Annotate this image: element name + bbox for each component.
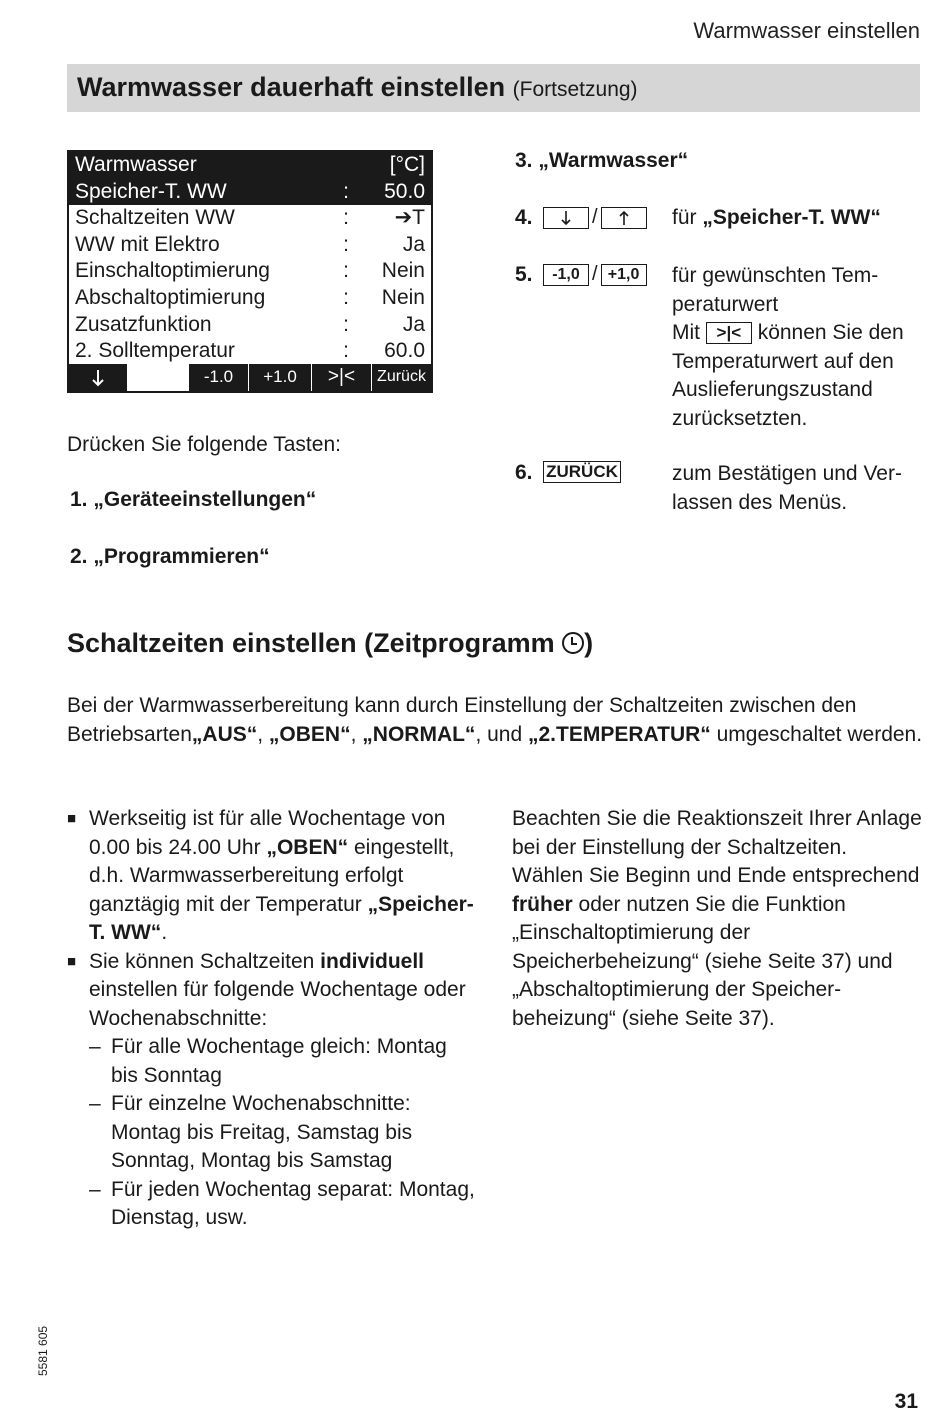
step-text-reset <box>672 319 932 348</box>
key-separator: / <box>592 263 598 285</box>
step-text: „Geräteeinstellungen“ <box>93 488 317 511</box>
key-minus: -1,0 <box>543 264 589 286</box>
mode-normal: „NORMAL“ <box>362 722 476 746</box>
dash-item: – Für jeden Wochentag separat: Montag, Dienstag, usw. <box>89 1176 479 1233</box>
lcd-row-sep: : <box>343 206 349 230</box>
mode-oben: „OBEN“ <box>268 722 351 746</box>
lcd-display <box>67 150 433 393</box>
lcd-row-sep: : <box>343 339 349 363</box>
lcd-row-sep: : <box>343 179 349 203</box>
step-text: peraturwert <box>672 292 779 316</box>
bullet-text: Sie können Schaltzeiten <box>89 949 321 973</box>
step-6-keys <box>543 461 621 483</box>
dash-item: – Für einzelne Wochenabschnitte: Montag bis Freitag, Samstag bis Sonntag, Montag bis Samstag <box>89 1090 479 1176</box>
step-5-number: 5. <box>515 263 533 286</box>
lcd-row-label: WW mit Elektro <box>75 232 220 256</box>
step-text: für gewünschten Tem- <box>672 264 879 287</box>
lcd-row-value: Ja <box>402 312 425 336</box>
step-number: 1. <box>70 488 88 511</box>
page-number: 31 <box>894 1390 918 1413</box>
page-title-sub: (Fortsetzung) <box>512 78 638 101</box>
softkey-empty <box>127 364 189 391</box>
lcd-row-einschaltoptimierung[interactable] <box>69 258 431 285</box>
step-5-keys <box>543 263 647 286</box>
step-text: zum Bestätigen und Ver- <box>672 462 902 485</box>
softkey-zurueck[interactable]: Zurück <box>371 364 431 391</box>
step-4-number: 4. <box>515 206 533 229</box>
section-heading-text: Schaltzeiten einstellen (Zeitprogramm <box>67 628 555 658</box>
running-header: Warmwasser einstellen <box>693 18 920 43</box>
page-title-main: Warmwasser dauerhaft einstellen <box>77 72 506 102</box>
intro-text: Drücken Sie folgende Tasten: <box>67 433 341 456</box>
lcd-row-abschaltoptimierung[interactable] <box>69 285 431 312</box>
clock-icon <box>562 632 584 654</box>
lcd-row-label: Abschaltoptimierung <box>75 285 266 309</box>
lcd-row-zusatzfunktion[interactable] <box>69 312 431 339</box>
key-zurueck: ZURÜCK <box>543 461 621 483</box>
step-text: können Sie den <box>757 321 904 344</box>
bullet-text-bold: „OBEN“ <box>266 835 349 859</box>
bullet-text: eingestellt, d.h. Warmwasserbereitung erfolgt ganztägig mit der Temperatur <box>89 835 455 916</box>
step-5-text <box>672 262 932 433</box>
step-4-keys <box>543 206 647 229</box>
lcd-row-solltemperatur[interactable] <box>69 338 431 365</box>
lcd-row-label: 2. Solltemperatur <box>75 339 235 363</box>
lcd-row-label: Zusatzfunktion <box>75 312 212 336</box>
bullet-item <box>67 948 479 1233</box>
bullet-text-bold: „Speicher-T. WW“ <box>89 892 474 944</box>
section-intro <box>67 692 925 749</box>
section-intro-text: , <box>350 722 363 746</box>
step-4-text <box>672 206 881 230</box>
step-3 <box>515 149 688 173</box>
lcd-row-speicher-t[interactable] <box>69 179 431 206</box>
bullet-text-bold: individuell <box>320 949 424 973</box>
key-reset: >|< <box>706 322 752 344</box>
lcd-row-sep: : <box>343 232 349 256</box>
softkey-minus[interactable]: -1.0 <box>203 367 234 387</box>
lcd-softkey-bar <box>69 364 431 391</box>
softkey-down[interactable] <box>69 364 127 391</box>
bullet-text: Werkseitig ist für alle Wochentage von 0.00 bis 24.00 Uhr <box>89 807 446 859</box>
section-intro-text: , und <box>475 722 528 746</box>
step-text-bold: „Speicher-T. WW“ <box>702 206 881 229</box>
key-down <box>543 207 589 229</box>
lcd-heading-label: Warmwasser <box>75 153 197 176</box>
lcd-row-sep: : <box>343 259 349 283</box>
step-text: zurücksetzten. <box>672 406 808 430</box>
step-6-number: 6. <box>515 461 533 484</box>
lcd-row-value: Nein <box>381 259 425 283</box>
step-text: für <box>672 206 703 229</box>
step-text: Temperaturwert auf den <box>672 349 894 373</box>
key-plus: +1,0 <box>601 264 647 286</box>
lcd-heading-unit: [°C] <box>389 153 425 176</box>
lcd-row-value: 60.0 <box>384 339 425 363</box>
section-intro-text: Bei der Warmwasserbereitung kann durch Einstellung der Schaltzeiten zwischen den Betriebsarten <box>67 694 857 746</box>
section-intro-text: , <box>257 722 269 746</box>
lcd-row-sep: : <box>343 312 349 336</box>
step-number: 3. <box>515 149 533 172</box>
key-up <box>601 207 647 229</box>
section-heading <box>67 628 593 659</box>
dash-item: – Für alle Wochentage gleich: Montag bis Sonntag <box>89 1033 479 1090</box>
bullet-item <box>67 805 479 948</box>
step-1 <box>70 488 316 512</box>
step-text: „Programmieren“ <box>93 545 270 568</box>
softkey-plus[interactable]: +1.0 <box>248 364 311 391</box>
step-2 <box>70 545 270 569</box>
bullet-text: . <box>161 921 168 944</box>
lcd-row-label: Schaltzeiten WW <box>75 206 235 230</box>
softkey-reset[interactable]: >|< <box>311 364 371 391</box>
section-heading-close: ) <box>584 628 594 658</box>
arrow-down-icon <box>91 369 105 387</box>
mode-aus: „AUS“ <box>191 722 258 746</box>
step-text: lassen des Menüs. <box>672 490 848 514</box>
note-text-part: oder nutzen Sie die Funktion „Einschaltoptimierung der Speicherbeheizung“ (siehe Seite 37) und „Abschaltoptimierung der Speicherbeheizung“ (siehe Seite 37). <box>512 892 893 1030</box>
lcd-row-sep: : <box>343 285 349 309</box>
arrow-down-icon <box>560 210 572 226</box>
step-text: Auslieferungszustand <box>672 378 873 401</box>
lcd-heading <box>69 152 431 179</box>
lcd-row-label: Einschaltoptimierung <box>75 259 270 283</box>
lcd-row-label: Speicher-T. WW <box>75 179 227 203</box>
note-text <box>512 805 922 1033</box>
lcd-row-value: Ja <box>402 232 425 256</box>
lcd-row-value: ➔T <box>394 206 425 230</box>
note-text-part: Beachten Sie die Reaktionszeit Ihrer Anlage bei der Einstellung der Schaltzeiten. Wählen Sie Beginn und Ende entsprechend <box>512 807 922 887</box>
lcd-row-schaltzeiten[interactable] <box>69 205 431 232</box>
bullet-text: einstellen für folgende Wochentage oder Wochenabschnitte: <box>89 978 466 1030</box>
step-6-text <box>672 460 932 517</box>
step-number: 2. <box>70 545 88 568</box>
mode-2-temperatur: „2.TEMPERATUR“ <box>527 722 711 746</box>
step-text: „Warmwasser“ <box>538 149 689 172</box>
arrow-up-icon <box>618 210 630 226</box>
step-text: Mit <box>672 321 700 344</box>
note-text-bold: früher <box>512 892 573 916</box>
lcd-row-value: Nein <box>381 285 425 309</box>
key-separator: / <box>592 206 598 228</box>
bullet-list <box>67 805 479 1233</box>
document-number <box>32 1322 52 1382</box>
lcd-row-ww-elektro[interactable] <box>69 232 431 259</box>
section-intro-text: umgeschaltet werden. <box>710 722 923 746</box>
document-number-text: 5581 605 <box>36 1325 50 1376</box>
page-title <box>67 64 920 112</box>
lcd-row-value: 50.0 <box>384 179 425 203</box>
